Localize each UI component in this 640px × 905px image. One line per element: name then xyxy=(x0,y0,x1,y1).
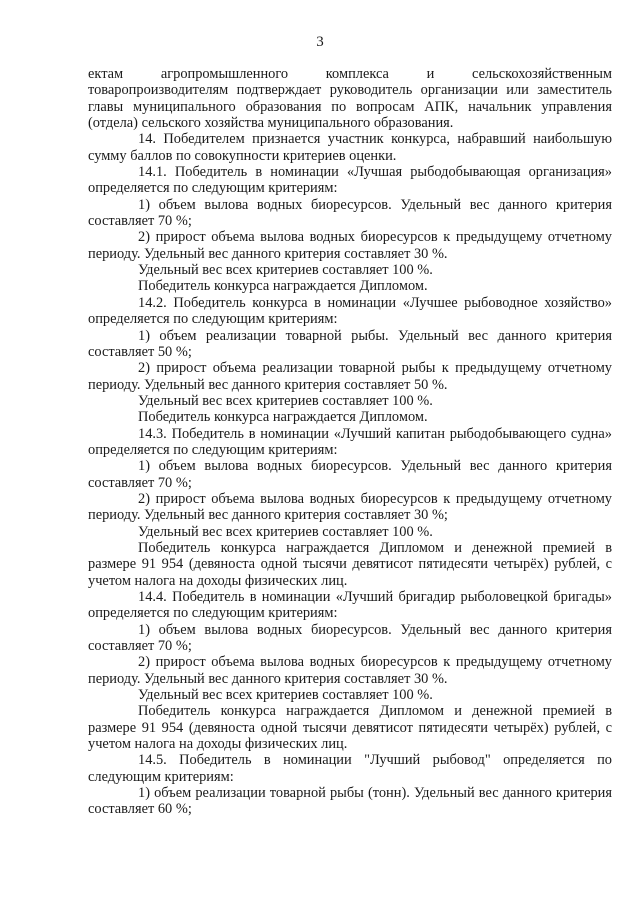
criterion-paragraph: 2) прирост объема реализации товарной рыбы к предыдущему отчетному периоду. Удельный вес данного критерия составляет 50 %. xyxy=(88,360,612,393)
paragraph-item-14-1: 14.1. Победитель в номинации «Лучшая рыбодобывающая организация» определяется по следующим критериям: xyxy=(88,164,612,197)
document-body xyxy=(88,66,612,818)
paragraph-item-14: 14. Победителем признается участник конкурса, набравший наибольшую сумму баллов по совокупности критериев оценки. xyxy=(88,131,612,164)
paragraph-continuation: ектам агропромышленного комплекса и сельскохозяйственным товаропроизводителям подтверждает руководитель организации или заместитель главы муниципального образования по вопросам АПК, начальник управления (отдела) сельского хозяйства муниципального образования. xyxy=(88,66,612,132)
paragraph-item-14-4: 14.4. Победитель в номинации «Лучший бригадир рыболовецкой бригады» определяется по следующим критериям: xyxy=(88,589,612,622)
criterion-paragraph: 1) объем вылова водных биоресурсов. Удельный вес данного критерия составляет 70 %; xyxy=(88,621,612,655)
award-paragraph: Победитель конкурса награждается Дипломом и денежной премией в размере 91 954 (девяноста одной тысячи девятисот пятидесяти четырёх) рублей, с учетом налога на доходы физических лиц. xyxy=(88,703,612,753)
criterion-paragraph: 1) объем вылова водных биоресурсов. Удельный вес данного критерия составляет 70 %; xyxy=(88,196,612,230)
paragraph-item-14-3: 14.3. Победитель в номинации «Лучший капитан рыбодобывающего судна» определяется по следующим критериям: xyxy=(88,425,612,458)
criterion-paragraph: 1) объем реализации товарной рыбы. Удельный вес данного критерия составляет 50 %; xyxy=(88,327,612,360)
criterion-paragraph: 1) объем вылова водных биоресурсов. Удельный вес данного критерия составляет 70 %; xyxy=(88,458,612,491)
total-weight-paragraph: Удельный вес всех критериев составляет 100 %. xyxy=(138,523,433,540)
total-weight-paragraph: Удельный вес всех критериев составляет 100 %. xyxy=(138,262,433,279)
page-number: 3 xyxy=(316,34,324,50)
award-paragraph: Победитель конкурса награждается Дипломом. xyxy=(138,409,428,426)
total-weight-paragraph: Удельный вес всех критериев составляет 100 %. xyxy=(138,392,433,409)
criterion-paragraph: 2) прирост объема вылова водных биоресурсов к предыдущему отчетному периоду. Удельный вес данного критерия составляет 30 %; xyxy=(88,490,612,524)
award-paragraph: Победитель конкурса награждается Дипломом. xyxy=(138,278,428,295)
total-weight-paragraph: Удельный вес всех критериев составляет 100 %. xyxy=(138,687,433,704)
paragraph-item-14-5: 14.5. Победитель в номинации "Лучший рыбовод" определяется по следующим критериям: xyxy=(88,752,612,785)
award-paragraph: Победитель конкурса награждается Дипломом и денежной премией в размере 91 954 (девяноста одной тысячи девятисот пятидесяти четырёх) рублей, с учетом налога на доходы физических лиц. xyxy=(88,539,612,589)
criterion-paragraph: 2) прирост объема вылова водных биоресурсов к предыдущему отчетному периоду. Удельный вес данного критерия составляет 30 %. xyxy=(88,229,612,262)
paragraph-item-14-2: 14.2. Победитель конкурса в номинации «Лучшее рыбоводное хозяйство» определяется по следующим критериям: xyxy=(88,294,612,328)
criterion-paragraph: 1) объем реализации товарной рыбы (тонн). Удельный вес данного критерия составляет 60 %; xyxy=(88,785,612,818)
criterion-paragraph: 2) прирост объема вылова водных биоресурсов к предыдущему отчетному периоду. Удельный вес данного критерия составляет 30 %. xyxy=(88,654,612,687)
